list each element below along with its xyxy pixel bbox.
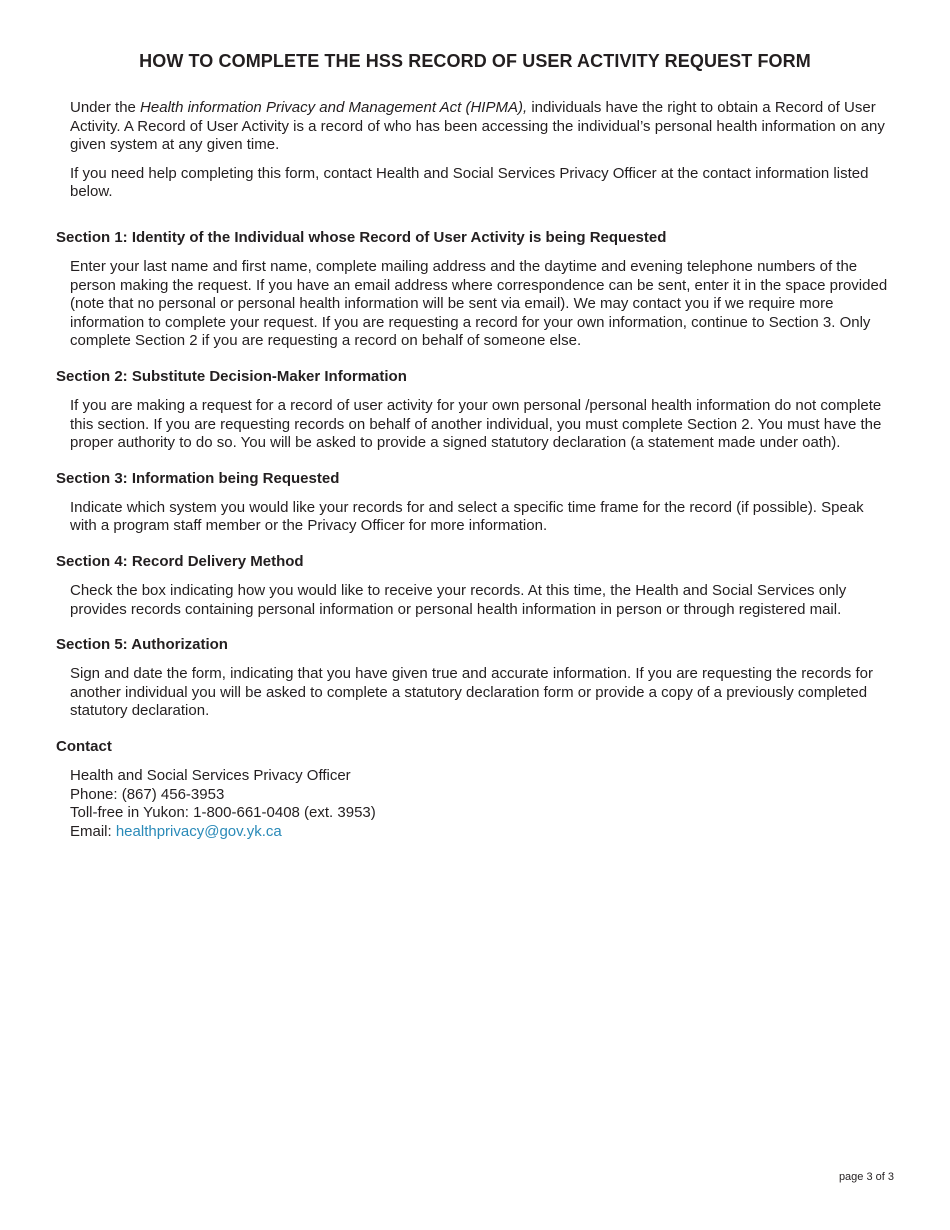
contact-section — [56, 738, 892, 841]
intro-paragraph-1 — [70, 99, 890, 155]
page-title: HOW TO COMPLETE THE HSS RECORD OF USER ACTIVITY REQUEST FORM — [139, 51, 811, 71]
act-name: Health information Privacy and Management Act (HIPMA), — [140, 99, 528, 116]
contact-details — [70, 767, 892, 841]
contact-email-label: Email: — [70, 822, 116, 840]
section-5-heading: Section 5: Authorization — [56, 636, 228, 654]
intro-text-before: Under the — [70, 99, 141, 116]
section-2 — [56, 368, 892, 453]
section-2-body: If you are making a request for a record of user activity for your own personal /personal health information do not complete this section. If you are requesting records on behalf of another individual, you must complete Section 2. You must have the proper authority to do so. You will be asked to provide a signed statutory declaration (a statement made under oath). — [70, 396, 882, 452]
section-5 — [56, 636, 892, 721]
intro — [70, 99, 890, 212]
contact-phone: Phone: (867) 456-3953 — [70, 785, 225, 803]
instructions-content — [56, 229, 892, 858]
section-1-body: Enter your last name and first name, complete mailing address and the daytime and evening telephone numbers of the person making the request. If you have an email address where correspondence can be sent, enter it in the space provided (note that no personal or personal health information will be sent via email). We may contact you if we require more information to complete your request. If you are requesting a record for your own information, continue to Section 3. Only complete Section 2 if you are requesting a record on behalf of someone else. — [70, 258, 888, 350]
section-2-heading: Section 2: Substitute Decision-Maker Information — [56, 367, 407, 385]
contact-officer: Health and Social Services Privacy Officer — [70, 766, 351, 784]
contact-tollfree: Toll-free in Yukon: 1-800-661-0408 (ext. 3953) — [70, 804, 376, 822]
contact-email-link[interactable]: healthprivacy@gov.yk.ca — [115, 822, 282, 840]
section-3-heading: Section 3: Information being Requested — [56, 469, 340, 487]
section-1-heading: Section 1: Identity of the Individual whose Record of User Activity is being Requested — [56, 229, 667, 246]
section-3-body: Indicate which system you would like your records for and select a specific time frame for the record (if possible). Speak with a program staff member or the Privacy Officer for more information. — [70, 498, 864, 535]
section-3 — [56, 470, 892, 536]
section-5-body: Sign and date the form, indicating that you have given true and accurate information. If you are requesting the records for another individual you will be asked to complete a statutory declaration form or provide a copy of a previously completed statutory declaration. — [70, 665, 873, 720]
section-1 — [56, 229, 892, 351]
section-4-heading: Section 4: Record Delivery Method — [56, 552, 304, 570]
section-4-body: Check the box indicating how you would like to receive your records. At this time, the Health and Social Services only provides records containing personal information or personal health information in person or through registered mail. — [70, 581, 847, 618]
intro-paragraph-2: If you need help completing this form, contact Health and Social Services Privacy Officer at the contact information listed below. — [70, 164, 869, 201]
page-number: page 3 of 3 — [838, 1171, 894, 1183]
contact-email-line — [70, 823, 892, 842]
section-4 — [56, 553, 892, 619]
intro-text-after: individuals have the right to obtain a Record of User Activity. A Record of User Activity is a record of who has been accessing the individual’s personal health information on any given system at any given time. — [70, 99, 885, 154]
contact-heading: Contact — [56, 737, 112, 755]
